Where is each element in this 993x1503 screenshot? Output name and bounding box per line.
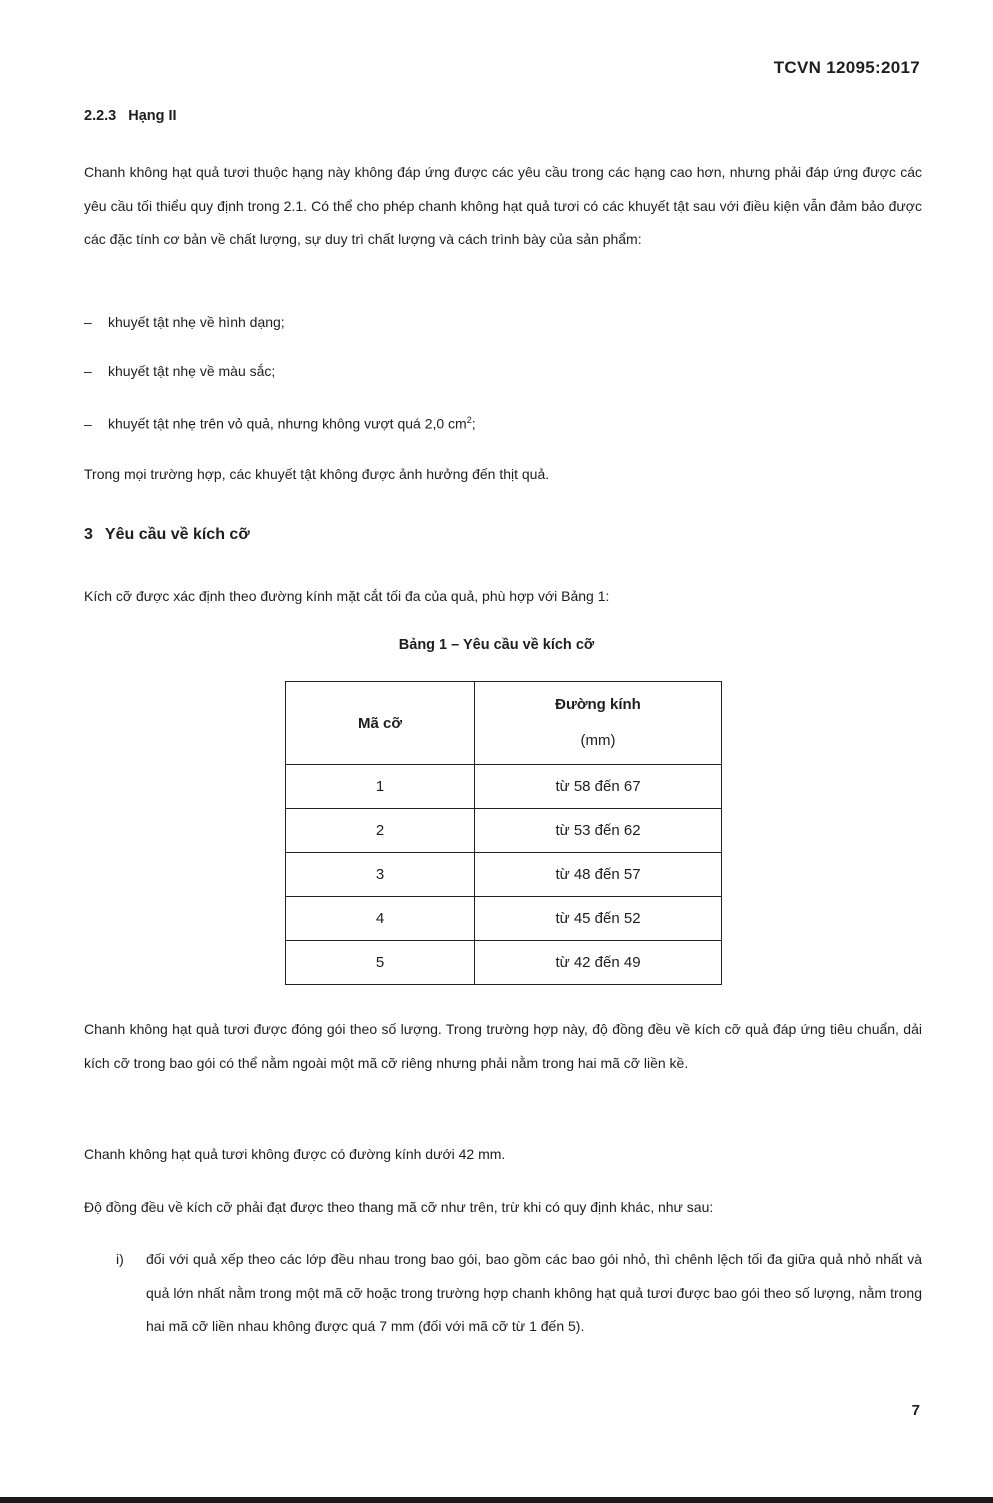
size-code-cell: 4 — [286, 897, 475, 941]
header-diameter-unit: (mm) — [580, 732, 616, 749]
class2-intro-paragraph: Chanh không hạt quả tươi thuộc hạng này không đáp ứng được các yêu cầu trong các hạng cao hơn, nhưng phải đáp ứng được các yêu cầu tối thiểu quy định trong 2.1. Có thể cho phép chanh không hạt quả tươi có các khuyết tật sau với điều kiện vẫn đảm bảo được các đặc tính cơ bản về chất lượng, sự duy trì chất lượng và cách trình bày của sản phẩm: — [84, 164, 922, 247]
section-number: 2.2.3 — [84, 108, 117, 124]
defect-text: khuyết tật nhẹ về hình dạng; — [108, 314, 285, 330]
diameter-range-cell: từ 58 đến 67 — [475, 765, 722, 809]
defect-text-end: ; — [471, 415, 476, 432]
table-title: Bảng 1 – Yêu cầu về kích cỡ — [398, 637, 595, 653]
bullet-dash: – — [84, 363, 92, 379]
size-code-cell: 5 — [286, 941, 475, 985]
diameter-range-cell: từ 42 đến 49 — [475, 941, 722, 985]
size-table — [285, 681, 722, 985]
page-number: 7 — [911, 1402, 920, 1419]
count-packing-paragraph: Chanh không hạt quả tươi được đóng gói theo số lượng. Trong trường hợp này, độ đồng đều về kích cỡ quả đáp ứng tiêu chuẩn, dải kích cỡ trong bao gói có thể nằm ngoài một mã cỡ riêng nhưng phải nằm trong hai mã cỡ liền kề. — [84, 1021, 922, 1071]
bullet-dash: – — [84, 314, 92, 330]
defect-text: khuyết tật nhẹ về màu sắc; — [108, 363, 276, 379]
defect-item-skin — [84, 410, 476, 434]
list-marker: i) — [116, 1251, 124, 1267]
diameter-range-cell: từ 48 đến 57 — [475, 853, 722, 897]
uniformity-paragraph: Độ đồng đều về kích cỡ phải đạt được theo thang mã cỡ như trên, trừ khi có quy định khác, như sau: — [84, 1199, 714, 1215]
table-row — [286, 809, 722, 853]
defect-item-shape — [84, 312, 285, 332]
table-header-row — [286, 682, 722, 765]
defects-note-paragraph: Trong mọi trường hợp, các khuyết tật không được ảnh hưởng đến thịt quả. — [84, 466, 550, 482]
diameter-range-cell: từ 53 đến 62 — [475, 809, 722, 853]
section-title: Hạng II — [128, 108, 177, 124]
scan-bottom-edge — [0, 1497, 993, 1503]
diameter-range-cell: từ 45 đến 52 — [475, 897, 722, 941]
min-diameter-paragraph: Chanh không hạt quả tươi không được có đường kính dưới 42 mm. — [84, 1146, 506, 1162]
table-row — [286, 765, 722, 809]
superscript: 2 — [466, 415, 472, 425]
list-item-i — [116, 1243, 922, 1344]
header-diameter — [475, 682, 722, 765]
table-row — [286, 853, 722, 897]
standard-code: TCVN 12095:2017 — [773, 58, 920, 77]
defect-text: khuyết tật nhẹ trên vỏ quả, nhưng không vượt quá 2,0 cm — [108, 415, 467, 432]
section-number: 3 — [84, 526, 93, 543]
table-row — [286, 941, 722, 985]
size-code-cell: 1 — [286, 765, 475, 809]
bullet-dash: – — [84, 415, 92, 432]
size-code-cell: 2 — [286, 809, 475, 853]
defect-item-color — [84, 361, 275, 381]
size-code-cell: 3 — [286, 853, 475, 897]
size-intro-paragraph: Kích cỡ được xác định theo đường kính mặt cắt tối đa của quả, phù hợp với Bảng 1: — [84, 588, 610, 604]
section-heading-2-2-3 — [84, 108, 177, 124]
section-heading-3 — [84, 526, 250, 544]
header-diameter-label: Đường kính — [555, 696, 641, 713]
table-row — [286, 897, 722, 941]
section-title: Yêu cầu về kích cỡ — [104, 526, 250, 543]
list-item-text: đối với quả xếp theo các lớp đều nhau trong bao gói, bao gồm các bao gói nhỏ, thì chênh lệch tối đa giữa quả nhỏ nhất và quả lớn nhất nằm trong một mã cỡ hoặc trong trường hợp chanh không hạt quả tươi được bao gói theo số lượng, nằm trong hai mã cỡ liền nhau không được quá 7 mm (đối với mã cỡ từ 1 đến 5). — [146, 1251, 922, 1334]
header-size-code: Mã cỡ — [286, 682, 475, 765]
